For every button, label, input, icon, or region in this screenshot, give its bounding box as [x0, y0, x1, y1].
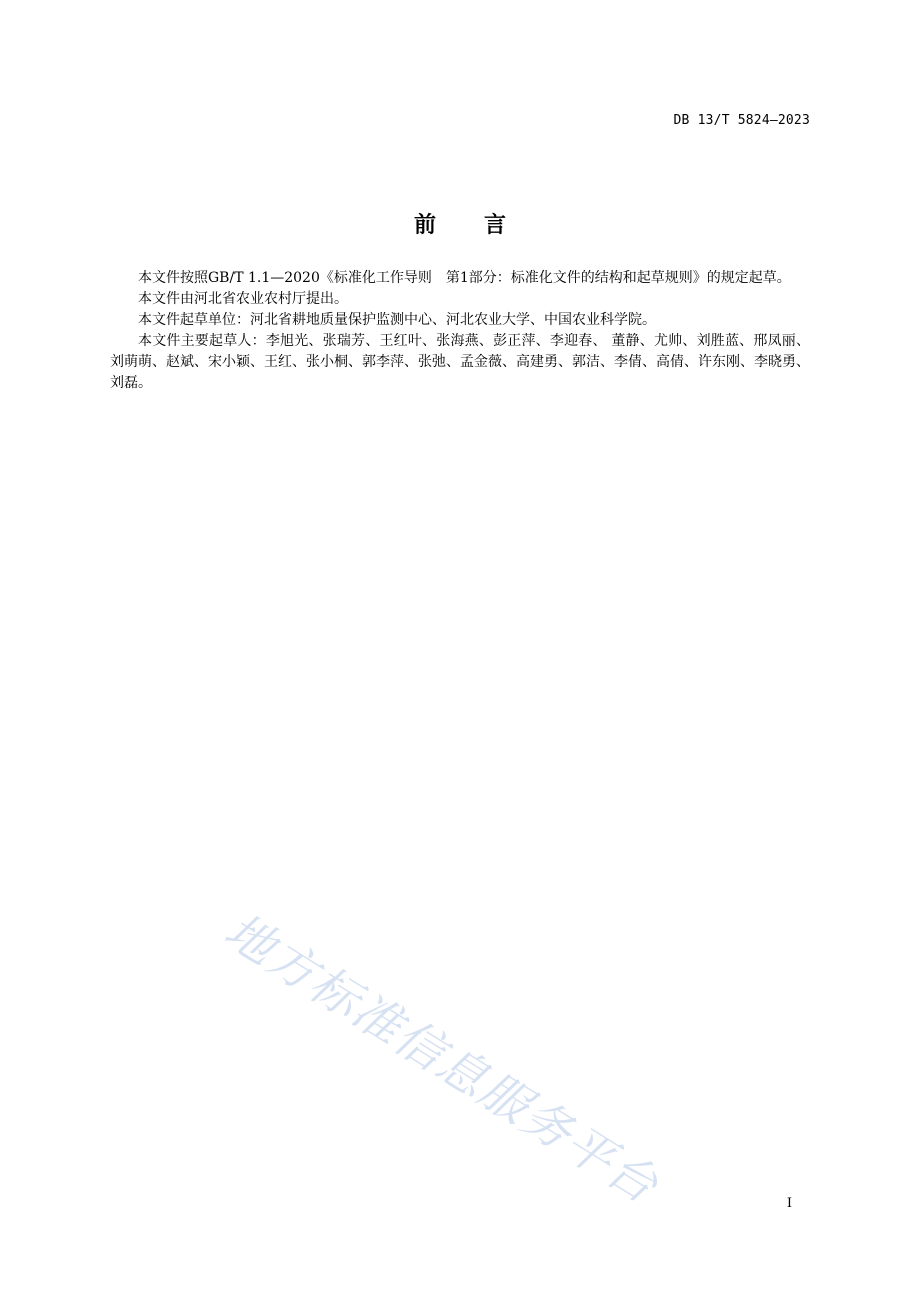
page-number: I	[786, 1196, 792, 1211]
paragraph-drafters: 本文件主要起草人：李旭光、张瑞芳、王红叶、张海燕、彭正萍、李迎春、 董静、尤帅、刘胜蓝、邢凤丽、刘萌萌、赵斌、宋小颖、王红、张小桐、郭李萍、张弛、孟金薇、高建勇、郭洁、李倩、高倩、许东刚、李晓勇、刘磊。	[110, 333, 810, 391]
watermark: 地方标准信息服务平台	[214, 902, 669, 1216]
page-title: 前言	[413, 213, 554, 238]
paragraph-proposer: 本文件由河北省农业农村厅提出。	[138, 291, 348, 307]
document-code: DB 13/T 5824—2023	[673, 113, 810, 128]
paragraph-drafting-units: 本文件起草单位：河北省耕地质量保护监测中心、河北农业大学、中国农业科学院。	[138, 312, 656, 328]
paragraph-drafting-rules: 本文件按照GB/T 1.1—2020《标准化工作导则 第1部分：标准化文件的结构和起草规则》的规定起草。	[138, 270, 791, 286]
foreword-body	[110, 268, 810, 394]
